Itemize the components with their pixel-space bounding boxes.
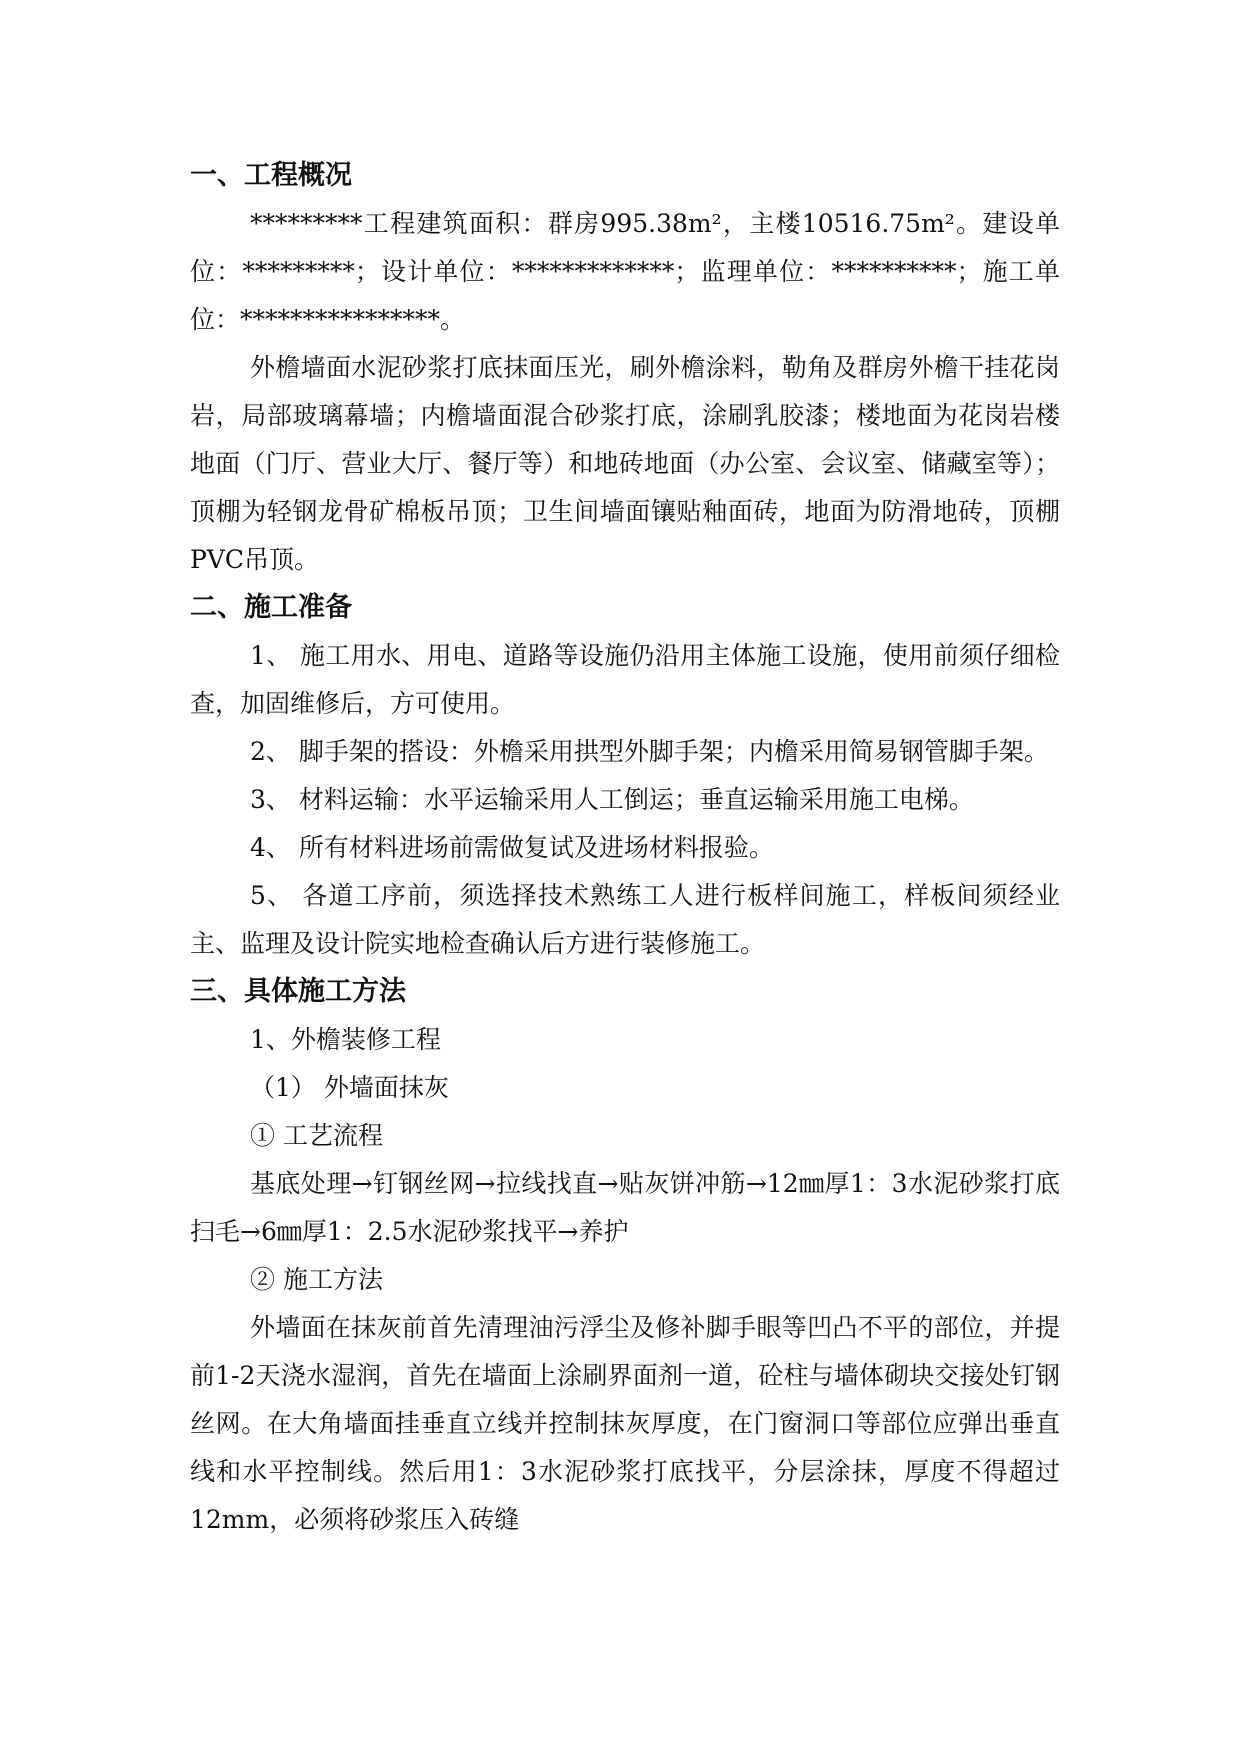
- section-heading-methods: 三、具体施工方法: [190, 976, 406, 1007]
- document-body: [190, 152, 1060, 1544]
- preparation-item-1: 1、 施工用水、用电、道路等设施仍沿用主体施工设施，使用前须仔细检查，加固维修后，方可使用。: [190, 641, 1060, 718]
- preparation-item-3: 3、 材料运输：水平运输采用人工倒运；垂直运输采用施工电梯。: [250, 785, 974, 814]
- construction-method-paragraph: 外墙面在抹灰前首先清理油污浮尘及修补脚手眼等凹凸不平的部位，并提前1-2天浇水湿润，首先在墙面上涂刷界面剂一道，砼柱与墙体砌块交接处钉钢丝网。在大角墙面挂垂直立线并控制抹灰厚度，在门窗洞口等部位应弹出垂直线和水平控制线。然后用1：3水泥砂浆打底找平，分层涂抹，厚度不得超过12mm，必须将砂浆压入砖缝: [190, 1313, 1060, 1534]
- process-flow-paragraph: 基底处理→钉钢丝网→拉线找直→贴灰饼冲筋→12㎜厚1：3水泥砂浆打底扫毛→6㎜厚1：2.5水泥砂浆找平→养护: [190, 1169, 1060, 1246]
- section-heading-preparation: 二、施工准备: [190, 592, 352, 623]
- subheading-process-flow: ① 工艺流程: [250, 1121, 383, 1150]
- subheading-exterior-plastering: （1） 外墙面抹灰: [250, 1073, 449, 1102]
- preparation-item-2: 2、 脚手架的搭设：外檐采用拱型外脚手架；内檐采用简易钢管脚手架。: [250, 737, 1049, 766]
- subheading-exterior-decoration: 1、外檐装修工程: [250, 1025, 441, 1054]
- preparation-item-4: 4、 所有材料进场前需做复试及进场材料报验。: [250, 833, 774, 862]
- overview-paragraph-2: 外檐墙面水泥砂浆打底抹面压光，刷外檐涂料，勒角及群房外檐干挂花岗岩，局部玻璃幕墙；内檐墙面混合砂浆打底，涂刷乳胶漆；楼地面为花岗岩楼地面（门厅、营业大厅、餐厅等）和地砖地面（办公室、会议室、储藏室等）；顶棚为轻钢龙骨矿棉板吊顶；卫生间墙面镶贴釉面砖，地面为防滑地砖，顶棚PVC吊顶。: [190, 353, 1060, 574]
- subheading-construction-method: ② 施工方法: [250, 1265, 383, 1294]
- preparation-item-5: 5、 各道工序前，须选择技术熟练工人进行板样间施工，样板间须经业主、监理及设计院实地检查确认后方进行装修施工。: [190, 881, 1060, 958]
- overview-paragraph-1: *********工程建筑面积：群房995.38m²，主楼10516.75m²。建设单位：*********；设计单位：*************；监理单位：**********；施工单位：****************。: [190, 209, 1060, 334]
- section-heading-overview: 一、工程概况: [190, 160, 352, 191]
